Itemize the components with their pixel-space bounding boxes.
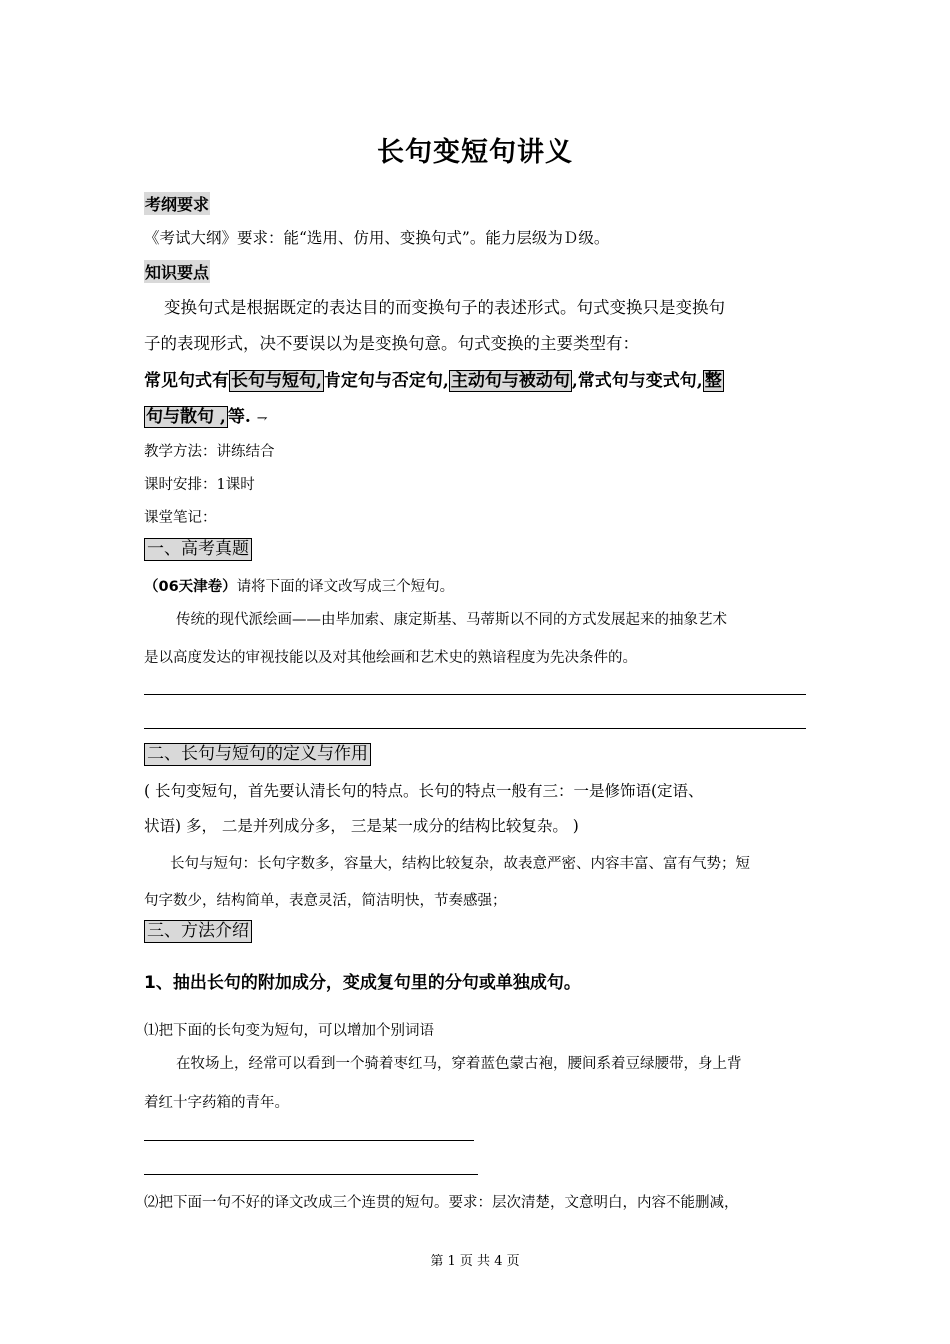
- type-whole-part-a: 整: [704, 371, 722, 391]
- s2-line1: ( 长句变短句，首先要认清长句的特点。长句的特点一般有三：一是修饰语(定语、: [144, 782, 704, 800]
- type-normal-variant: ,常式句与变式句,: [571, 371, 703, 391]
- knowledge-heading: 知识要点: [144, 260, 210, 283]
- exam-req-text: 《考试大纲》要求：能“选用、仿用、变换句式”。能力层级为Ｄ级。: [144, 229, 610, 247]
- sentence-types-line2: [144, 402, 268, 427]
- exercise-2-text: 把下面一句不好的译文改成三个连贯的短句。要求：层次清楚，文意明白，内容不能删减，: [158, 1195, 739, 1211]
- s1-passage-line2: 是以高度发达的审视技能以及对其他绘画和艺术史的熟谙程度为先决条件的。: [144, 650, 637, 666]
- knowledge-para-line1: 变换句式是根据既定的表达目的而变换句子的表述形式。句式变换只是变换句: [164, 298, 725, 317]
- page-title: 长句变短句讲义: [377, 137, 573, 168]
- exercise-1-text: 把下面的长句变为短句，可以增加个别词语: [158, 1023, 434, 1039]
- exercise-2-label: ⑵: [144, 1195, 159, 1211]
- sentence-types-line: [144, 366, 724, 391]
- exercise-1-line: [144, 1019, 434, 1040]
- s1-prompt: 请将下面的译文改写成三个短句。: [236, 579, 455, 595]
- s2-line4: 句字数少，结构简单，表意灵活，简洁明快，节奏感强；: [144, 893, 507, 909]
- exam-req-heading: 考纲要求: [144, 192, 210, 215]
- class-notes: 课堂笔记：: [144, 510, 217, 526]
- class-hours: 课时安排：1课时: [144, 477, 255, 493]
- exercise-1-passage-line2: 着红十字药箱的青年。: [144, 1095, 289, 1111]
- section-1-heading: 一、高考真题: [144, 538, 252, 561]
- teaching-method: 教学方法：讲练结合: [144, 444, 275, 460]
- answer-line: [144, 728, 806, 729]
- s2-line2: 状语) 多， 二是并列成分多， 三是某一成分的结构比较复杂。 ): [144, 817, 579, 835]
- s1-prompt-line: [144, 575, 454, 596]
- type-affirm-negate: 肯定句与否定句,: [323, 371, 449, 391]
- types-suffix: 等.: [227, 407, 251, 427]
- section-3-heading: 三、方法介绍: [144, 920, 252, 943]
- s2-line3: 长句与短句：长句字数多，容量大，结构比较复杂，故表意严密、内容丰富、富有气势；短: [170, 856, 750, 872]
- s1-source: （06天津卷）: [144, 579, 237, 595]
- type-long-short: 长句与短句,: [231, 371, 322, 391]
- answer-line: [144, 1174, 478, 1175]
- s1-passage-line1: 传统的现代派绘画——由毕加索、康定斯基、马蒂斯以不同的方式发展起来的抽象艺术: [176, 612, 727, 628]
- page-footer: 第 1 页 共 4 页: [430, 1254, 520, 1269]
- types-prefix: 常见句式有: [144, 371, 229, 391]
- exercise-2-line: [144, 1191, 739, 1212]
- type-whole-part-b: 句与散句 ,: [146, 407, 226, 427]
- return-mark: ⇁: [256, 411, 268, 426]
- method-1-heading: 1、抽出长句的附加成分，变成复句里的分句或单独成句。: [144, 973, 581, 993]
- answer-line: [144, 694, 806, 695]
- section-2-heading: 二、长句与短句的定义与作用: [144, 743, 371, 766]
- exercise-1-passage-line1: 在牧场上，经常可以看到一个骑着枣红马，穿着蓝色蒙古袍，腰间系着豆绿腰带，身上背: [176, 1056, 742, 1072]
- answer-line: [144, 1140, 474, 1141]
- type-active-passive: 主动句与被动句: [450, 371, 570, 391]
- exercise-1-label: ⑴: [144, 1023, 159, 1039]
- knowledge-para-line2: 子的表现形式，决不要误以为是变换句意。句式变换的主要类型有：: [144, 334, 639, 353]
